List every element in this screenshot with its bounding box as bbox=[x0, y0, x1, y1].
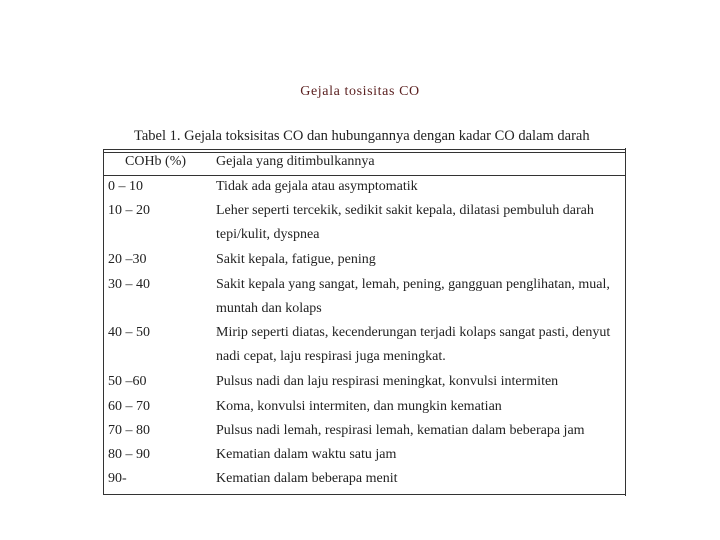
row-symptom-cont: nadi cepat, laju respirasi juga meningkat. bbox=[216, 349, 446, 364]
row-range: 40 – 50 bbox=[108, 325, 150, 340]
row-symptom: Koma, konvulsi intermiten, dan mungkin kematian bbox=[216, 399, 502, 414]
row-range: 90- bbox=[108, 471, 127, 486]
co-toxicity-table bbox=[103, 148, 626, 496]
row-range: 0 – 10 bbox=[108, 179, 143, 194]
row-symptom: Sakit kepala yang sangat, lemah, pening, gangguan penglihatan, mual, bbox=[216, 277, 610, 292]
row-range: 20 –30 bbox=[108, 252, 147, 267]
table-top-rule bbox=[103, 149, 625, 150]
table-left-border bbox=[103, 149, 104, 495]
row-symptom: Sakit kepala, fatigue, pening bbox=[216, 252, 376, 267]
row-symptom: Pulsus nadi dan laju respirasi meningkat, konvulsi intermiten bbox=[216, 374, 559, 389]
row-range: 60 – 70 bbox=[108, 399, 150, 414]
row-symptom-cont: muntah dan kolaps bbox=[216, 301, 322, 316]
row-symptom: Leher seperti tercekik, sedikit sakit kepala, dilatasi pembuluh darah bbox=[216, 203, 594, 218]
row-range: 10 – 20 bbox=[108, 203, 150, 218]
table-bottom-rule bbox=[103, 494, 625, 495]
table-caption: Tabel 1. Gejala toksisitas CO dan hubungannya dengan kadar CO dalam darah bbox=[134, 128, 590, 144]
row-symptom: Tidak ada gejala atau asymptomatik bbox=[216, 179, 418, 194]
row-symptom: Kematian dalam beberapa menit bbox=[216, 471, 398, 486]
row-symptom: Pulsus nadi lemah, respirasi lemah, kematian dalam beberapa jam bbox=[216, 423, 585, 438]
row-symptom: Mirip seperti diatas, kecenderungan terjadi kolaps sangat pasti, denyut bbox=[216, 325, 611, 340]
row-range: 30 – 40 bbox=[108, 277, 150, 292]
row-range: 50 –60 bbox=[108, 374, 147, 389]
row-range: 70 – 80 bbox=[108, 423, 150, 438]
row-symptom-cont: tepi/kulit, dyspnea bbox=[216, 227, 320, 242]
row-range: 80 – 90 bbox=[108, 447, 150, 462]
header-cohb: COHb (%) bbox=[125, 154, 187, 169]
row-symptom: Kematian dalam waktu satu jam bbox=[216, 447, 397, 462]
table-header-rule bbox=[103, 175, 625, 176]
header-symptoms: Gejala yang ditimbulkannya bbox=[216, 154, 375, 169]
slide-title: Gejala tosisitas CO bbox=[300, 84, 420, 99]
